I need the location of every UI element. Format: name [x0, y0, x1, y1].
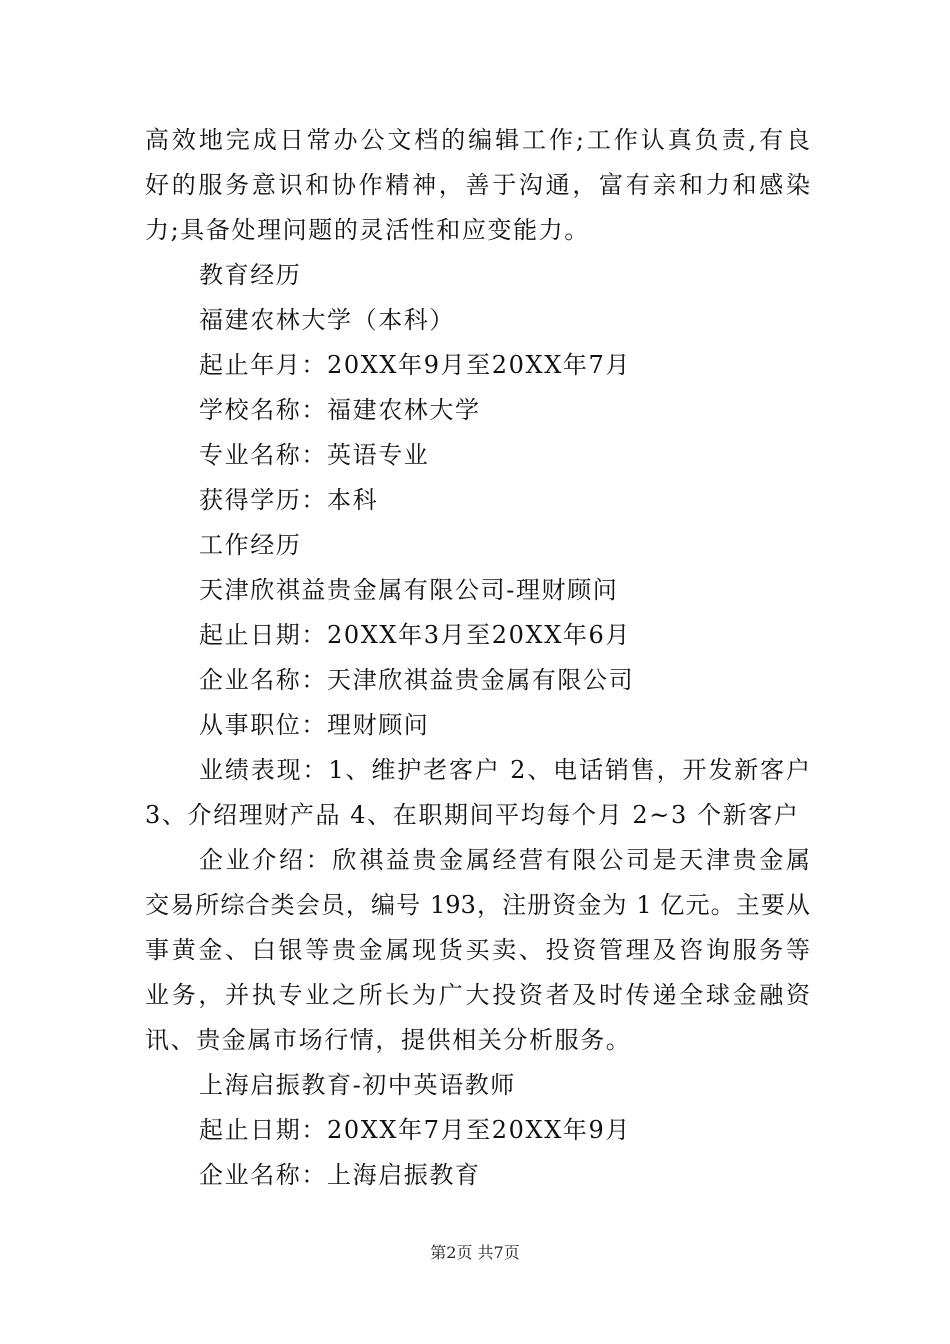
document-body: [145, 118, 810, 1198]
company-intro-line: 事黄金、白银等贵金属现货买卖、投资管理及咨询服务等: [145, 936, 810, 964]
school-title: 福建农林大学（本科）: [199, 306, 455, 334]
job-title-1: 天津欣祺益贵金属有限公司-理财顾问: [199, 576, 619, 604]
company-intro-line: 讯、贵金属市场行情，提供相关分析服务。: [145, 1026, 632, 1054]
paragraph-line: 力;具备处理问题的灵活性和应变能力。: [145, 216, 590, 244]
job-period-2: 起止日期：20XX年7月至20XX年9月: [199, 1116, 631, 1144]
job-period-1: 起止日期：20XX年3月至20XX年6月: [199, 621, 631, 649]
position-1: 从事职位：理财顾问: [199, 711, 430, 739]
degree: 获得学历：本科: [199, 486, 379, 514]
job-title-2: 上海启振教育-初中英语教师: [199, 1071, 516, 1099]
study-period: 起止年月：20XX年9月至20XX年7月: [199, 351, 631, 379]
school-name: 学校名称：福建农林大学: [199, 396, 481, 424]
performance-line: 业绩表现：1、维护老客户 2、电话销售，开发新客户: [199, 756, 810, 784]
paragraph-line: 好的服务意识和协作精神，善于沟通，富有亲和力和感染: [145, 171, 810, 199]
company-intro-line: 交易所综合类会员，编号 193，注册资金为 1 亿元。主要从: [145, 891, 810, 919]
major-name: 专业名称：英语专业: [199, 441, 430, 469]
company-intro-line: 业务，并执专业之所长为广大投资者及时传递全球金融资: [145, 981, 810, 1009]
company-name-1: 企业名称：天津欣祺益贵金属有限公司: [199, 666, 635, 694]
section-heading-work: 工作经历: [199, 531, 302, 559]
performance-line: 3、介绍理财产品 4、在职期间平均每个月 2~3 个新客户: [145, 801, 800, 829]
page-number: 第2页 共7页: [430, 1243, 520, 1262]
section-heading-education: 教育经历: [199, 261, 302, 289]
company-name-2: 企业名称：上海启振教育: [199, 1161, 481, 1189]
company-intro-line: 企业介绍：欣祺益贵金属经营有限公司是天津贵金属: [199, 846, 810, 874]
paragraph-line: 高效地完成日常办公文档的编辑工作;工作认真负责,有良: [145, 126, 810, 154]
